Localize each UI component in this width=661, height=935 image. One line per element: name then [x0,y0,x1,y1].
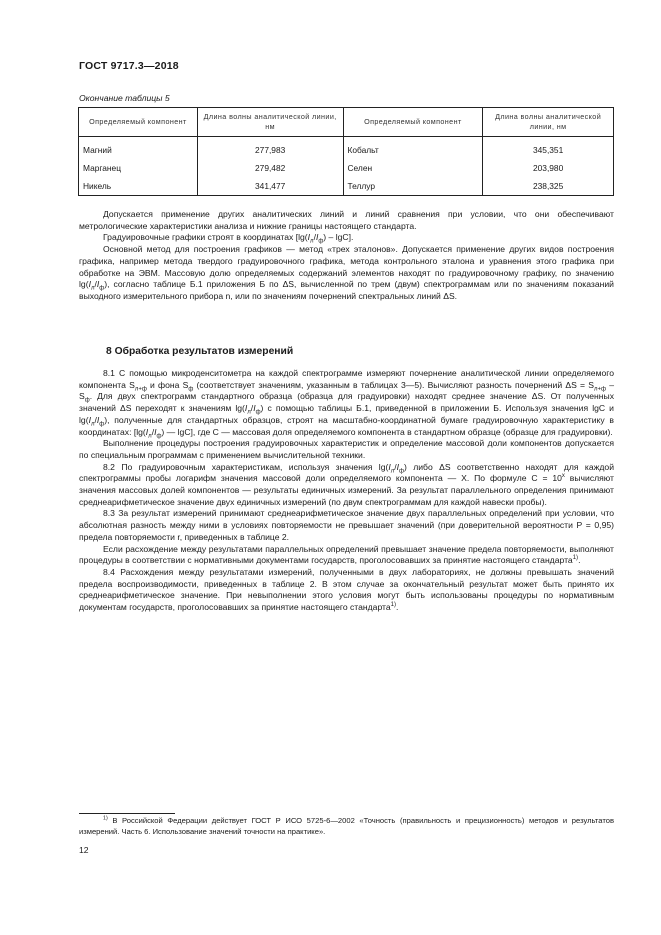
footnote-mark: 1) [103,815,108,822]
table-row [79,177,614,196]
text-block-section8 [79,368,614,614]
footnote-reference: 1) [572,555,579,562]
footnote-divider [79,813,175,814]
paragraph: Выполнение процедуры построения градуировочных характеристик и определение массовой доли компонентов допускается по специальным программам с применением вычислительной техники. [79,438,614,460]
table-row [79,137,614,160]
paragraph: Допускается применение других аналитических линий и линий сравнения при условии, что они обеспечивают метрологические характеристики анализа и нижние границы настоящего стандарта. [79,209,614,231]
table-cell: Селен [343,159,483,177]
paragraph: 8.4 Расхождения между результатами измерений, полученными в двух лабораториях, не должны превышать значений предела воспроизводимости, приведенных в таблице 2. В этом случае за окончательный результат может быть принято их среднеарифметическое значение. При невыполнении этого условия могут быть использованы процедуры по нормативным документам государств, проголосовавших за принятие настоящего стандарта$^{1)}$. [79,566,614,613]
table-cell: 341,477 [197,177,343,196]
paragraph: 8.2 По градуировочным характеристикам, используя значения $\lg(I_л/I_ф)$ либо ΔS соответственно находят для каждой спектрограммы пробы логарифм значения массовой доли определяемого компонента — X. По формуле $C = 10^x$ вычисляют значения массовых долей компонентов — результаты единичных измерений. За результат параллельного определения принимают среднеарифметическое значение двух единичных измерений (по двум спектрограммам для каждой навески пробы). [79,461,614,507]
column-header: Определяемый компонент [343,108,483,137]
footnote: $^{1)}$ В Российской Федерации действует ГОСТ Р ИСО 5725-6—2002 «Точность (правильность и прецизионность) методов и результатов измерений. Часть 6. Использование значений точности на практике». [79,815,614,836]
table-cell: 277,983 [197,137,343,160]
column-header: Длина волны аналитической линии, нм [197,108,343,137]
table-cell: Магний [79,137,198,160]
table-cell: 279,482 [197,159,343,177]
page-number: 12 [79,845,89,855]
table-cell: 203,980 [483,159,614,177]
table-cell: 345,351 [483,137,614,160]
paragraph: Основной метод для построения графиков — метод «трех эталонов». Допускается применение других видов построения графика, например метода твердого градуировочного графика, метода контрольного эталона и уравнения этого графика при обработке на ЭВМ. Массовую долю определяемых содержаний элементов находят по градуировочному графику, по значению $\lg(I_л/I_ф)$, согласно таблице Б.1 приложения Б по ΔS, вычисленной по трем (двум) спектрограммам или по значениям показаний выходного измерительного прибора n, или по значениям почернений спектральных линий ΔS. [79,244,614,301]
table-row [79,159,614,177]
table-caption: Окончание таблицы 5 [79,93,170,103]
column-header: Длина волны аналитической линии, нм [483,108,614,137]
table-header-row [79,108,614,137]
column-header: Определяемый компонент [79,108,198,137]
table-cell: Кобальт [343,137,483,160]
paragraph: 8.1 С помощью микроденситометра на каждой спектрограмме измеряют почернение аналитической линии определяемого компонента $S_{л+ф}$ и фона $S_ф$ (соответствует значениям, указанным в таблицах 3—5). Вычисляют разность почернений $\Delta S = S_{л+ф} - S_ф$. Для двух спектрограмм стандартного образца (образца для градуировки) находят среднее значение ΔS. От полученных значений ΔS переходят к значениям $\lg(I_л/I_ф)$ с помощью таблицы Б.1, приведенной в приложении Б. Используя значения lgC и $\lg(I_л/I_ф)$, полученные для стандартных образцов, строят на масштабно-координатной бумаге градуировочную характеристику в координатах: [$\lg(I_л/I_ф)$ — lgC], где C — массовая доля определяемого компонента в стандартном образце (образце для градуировки). [79,368,614,440]
paragraph: 8.3 За результат измерений принимают среднеарифметическое значение двух параллельных определений при условии, что абсолютная разность между ними в условиях повторяемости не превышает значений (при доверительной вероятности P = 0,95) предела повторяемости r, приведенных в таблице 2. [79,508,614,542]
table-cell: 238,325 [483,177,614,196]
table-5 [78,107,614,196]
document-header: ГОСТ 9717.3—2018 [79,60,179,72]
paragraph: Если расхождение между результатами параллельных определений превышает значение предела повторяемости, выполняют процедуры в соответствии с нормативными документами государств, проголосовавших за принятие настоящего стандарта$^{1)}$. [79,543,614,566]
paragraph: Градуировочные графики строят в координатах $[\lg(I_л/I_ф) - \lg C]$. [103,232,354,246]
footnote-reference: 1) [390,602,397,609]
table-cell: Теллур [343,177,483,196]
text-block-intro [79,209,614,303]
table-cell: Марганец [79,159,198,177]
section-heading: 8 Обработка результатов измерений [106,346,294,357]
table-cell: Никель [79,177,198,196]
